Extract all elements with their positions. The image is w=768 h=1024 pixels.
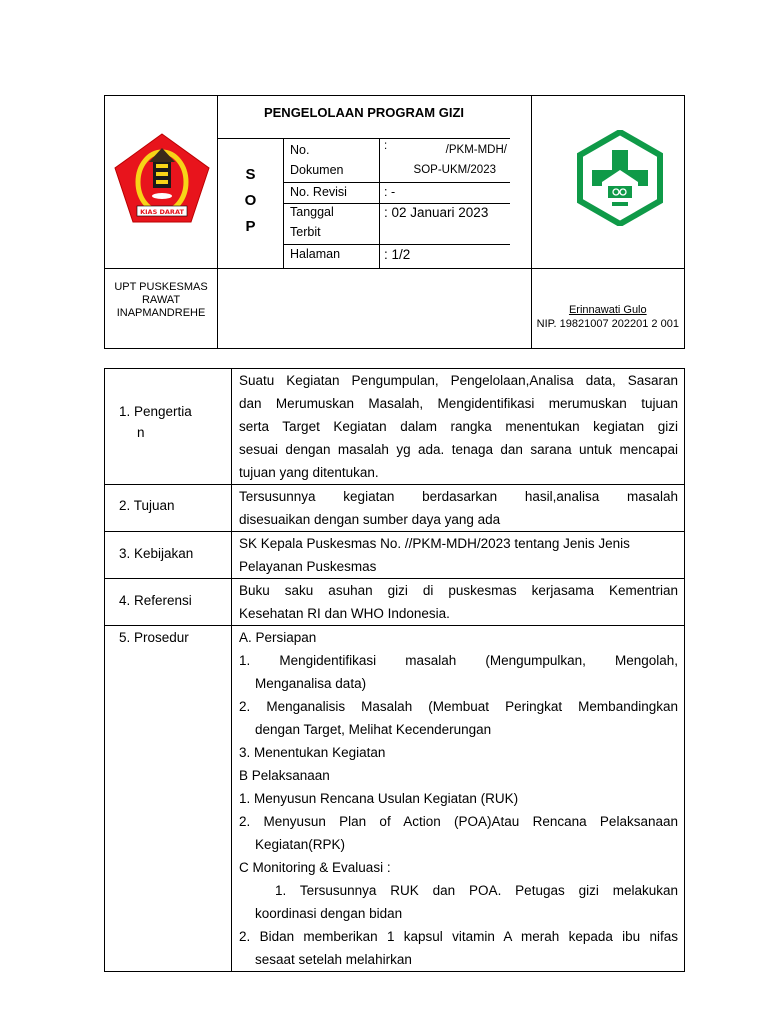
- doc-no-label: No. Dokumen: [290, 143, 344, 177]
- content-tujuan: Tersusunnya kegiatan berdasarkan hasil,analisa masalah disesuaikan dengan sumber daya yang ada: [232, 485, 685, 532]
- label-tujuan: 2. Tujuan: [105, 485, 232, 532]
- doc-no-value: /PKM-MDH/ SOP-UKM/2023: [413, 144, 507, 176]
- prosedur-b-title: B Pelaksanaan: [239, 768, 330, 783]
- sop-header-table: [104, 95, 685, 349]
- unit-name-cell: UPT PUSKESMAS RAWAT INAPMANDREHE: [105, 269, 218, 349]
- doc-no-colon: :: [384, 140, 388, 152]
- halaman-value: : 1/2: [384, 247, 411, 262]
- content-prosedur: A. Persiapan 1. Mengidentifikasi masalah (Mengumpulkan, Mengolah, Menganalisa data) 2. Menganalisis Masalah (Membuat Peringkat Membandingkan dengan Target, Melihat Kecenderungan 3. Menentukan Kegiatan B Pelaksanaan 1. Menyusun Rencana Usulan Kegiatan (RUK) 2. Menyusun Plan of Action (POA)Atau Rencana Pelaksanaan Kegiatan(RPK) C Monitoring & Evaluasi : 1. Tersusunnya RUK dan POA. Petugas gizi melakukan koordinasi dengan bidan 2. Bidan memberikan 1 kapsul vitamin A merah kepada ibu nifas sesaat setelah melahirkan: [232, 626, 685, 972]
- blank-cell: [218, 269, 532, 349]
- revisi-value: : -: [384, 185, 396, 199]
- halaman-label: Halaman: [290, 247, 341, 261]
- emblem-banner-text: KIAS DARAT: [140, 208, 184, 216]
- content-kebijakan: SK Kepala Puskesmas No. //PKM-MDH/2023 tentang Jenis Jenis Pelayanan Puskesmas: [232, 532, 685, 579]
- prosedur-a1: 1. Mengidentifikasi masalah (Mengumpulkan, Mengolah,: [239, 653, 678, 668]
- prosedur-a2: 2. Menganalisis Masalah (Membuat Peringkat Membandingkan: [239, 699, 678, 714]
- tanggal-value: : 02 Januari 2023: [384, 205, 489, 220]
- sop-letter-o: O: [244, 192, 257, 209]
- signer-cell: [531, 269, 684, 349]
- signer-name: Erinnawati Gulo: [568, 304, 647, 316]
- label-pengertian: 1. Pengertia n: [105, 369, 232, 485]
- title-and-meta-cell: [218, 96, 532, 269]
- sop-letters: [218, 162, 283, 240]
- prosedur-b2: 2. Menyusun Plan of Action (POA)Atau Rencana Pelaksanaan: [239, 814, 678, 829]
- sop-letter-p: P: [245, 218, 256, 235]
- label-referensi: 4. Referensi: [105, 579, 232, 626]
- content-pengertian: Suatu Kegiatan Pengumpulan, Pengelolaan,Analisa data, Sasaran dan Merumuskan Masalah, Mengidentifikasi merumuskan tujuan serta Target Kegiatan dalam rangka menentukan kegiatan gizi sesuai dengan masalah yg ada. tenaga dan sarana untuk mencapai tujuan yang ditentukan.: [232, 369, 685, 485]
- prosedur-a3: 3. Menentukan Kegiatan: [239, 745, 386, 760]
- label-kebijakan: 3. Kebijakan: [105, 532, 232, 579]
- right-logo-cell: [531, 96, 684, 269]
- revisi-label: No. Revisi: [290, 185, 347, 199]
- prosedur-a-title: A. Persiapan: [239, 630, 317, 645]
- regency-emblem-icon: [113, 132, 211, 224]
- prosedur-b1: 1. Menyusun Rencana Usulan Kegiatan (RUK): [239, 791, 519, 806]
- sop-content-table: [104, 368, 685, 972]
- puskesmas-logo-icon: [572, 130, 668, 226]
- left-logo-cell: [105, 96, 218, 269]
- content-referensi: Buku saku asuhan gizi di puskesmas kerjasama Kementrian Kesehatan RI dan WHO Indonesia.: [232, 579, 685, 626]
- tanggal-label: Tanggal Terbit: [290, 205, 334, 239]
- prosedur-c1: 1. Tersusunnya RUK dan POA. Petugas gizi melakukan: [275, 883, 678, 898]
- signer-nip: NIP. 19821007 202201 2 001: [536, 318, 679, 330]
- label-prosedur: 5. Prosedur: [105, 626, 232, 972]
- document-title: PENGELOLAAN PROGRAM GIZI: [263, 105, 465, 120]
- prosedur-c-title: C Monitoring & Evaluasi :: [239, 860, 391, 875]
- sop-letter-s: S: [245, 166, 256, 183]
- prosedur-c2: 2. Bidan memberikan 1 kapsul vitamin A merah kepada ibu nifas: [239, 929, 678, 944]
